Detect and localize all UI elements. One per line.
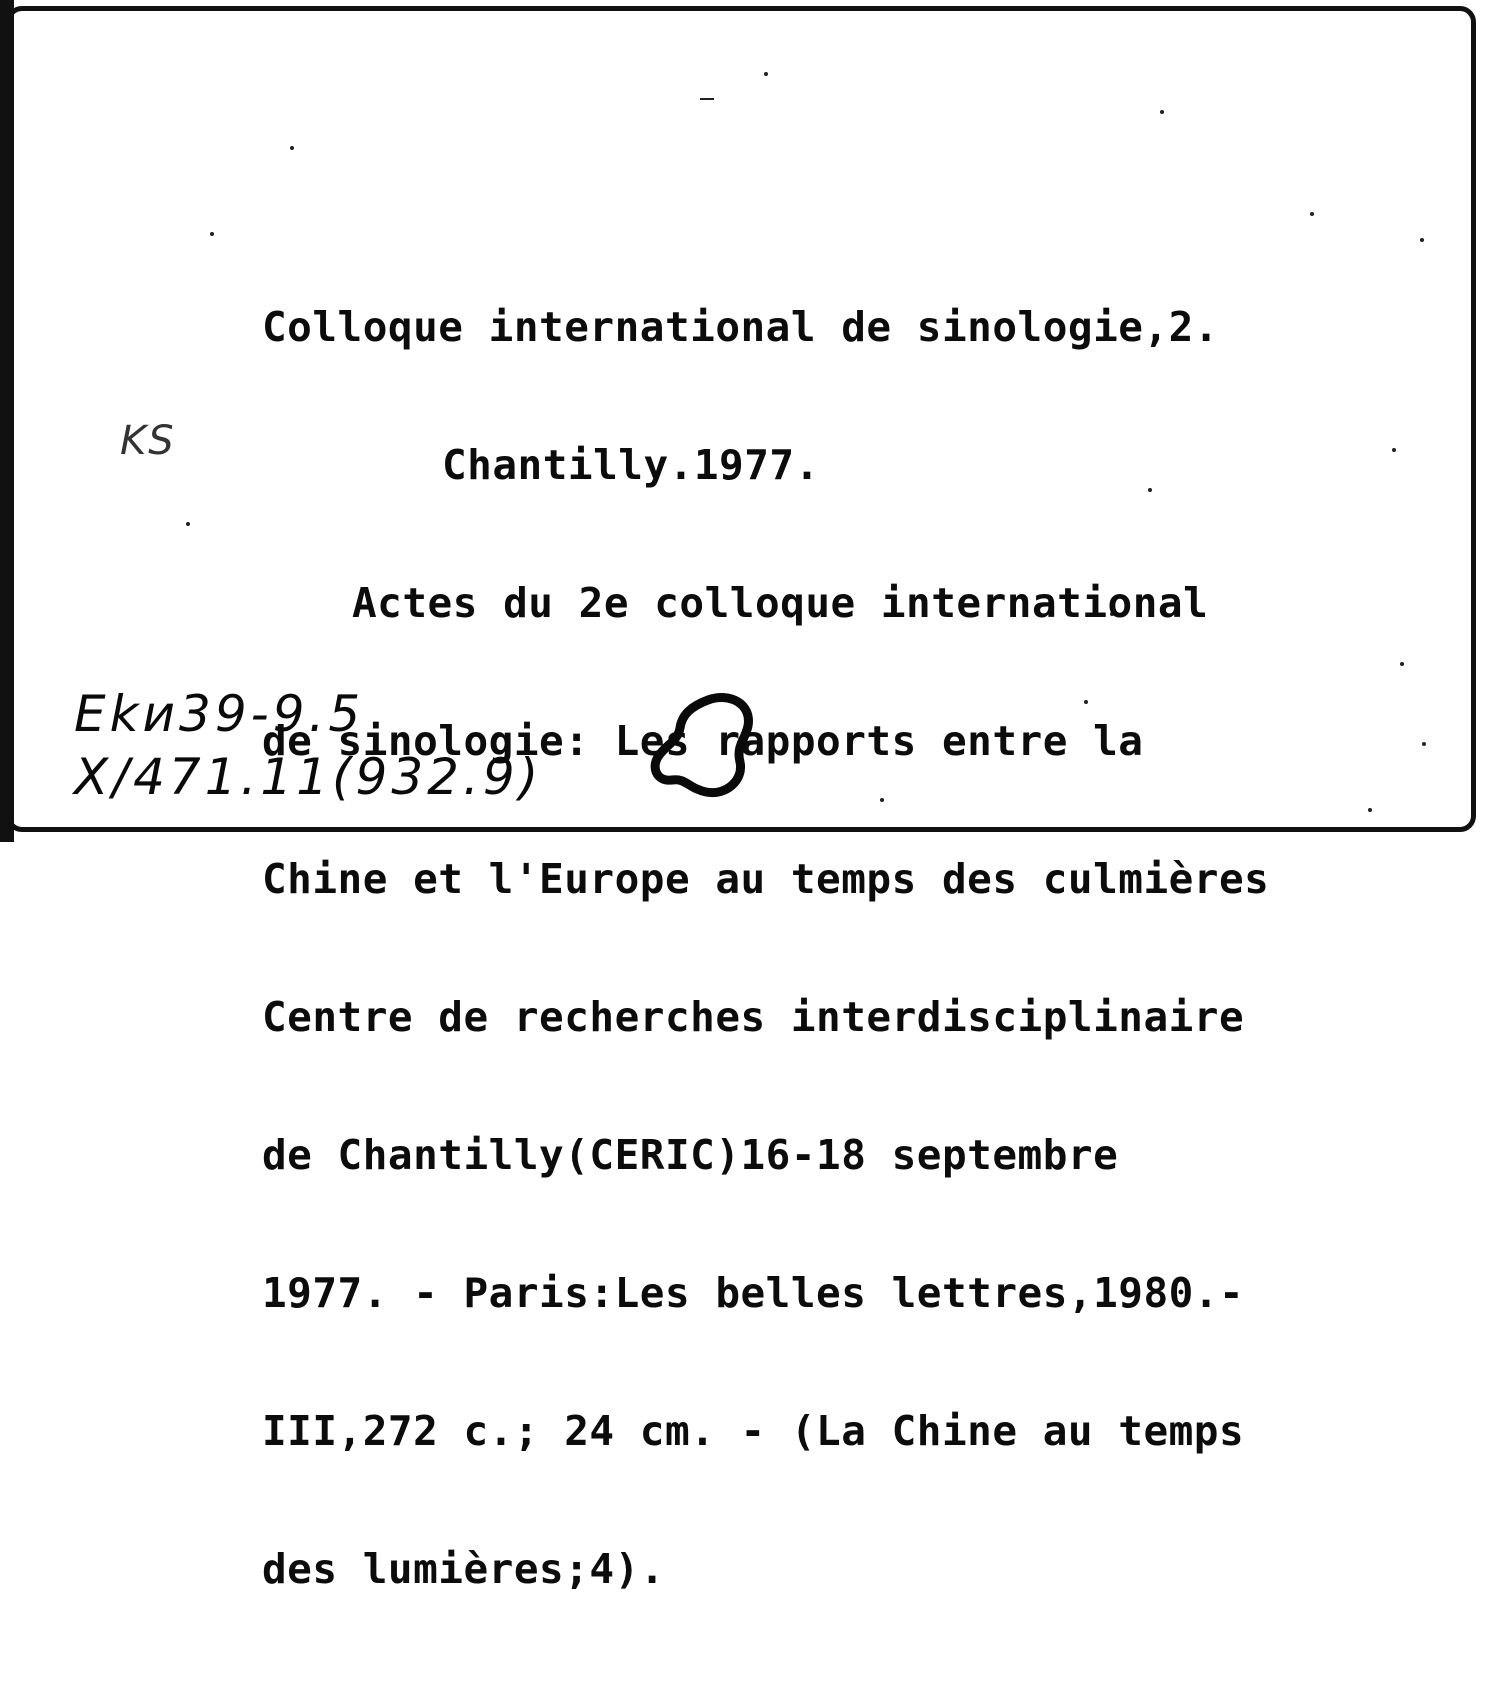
handwritten-shelfmark-line2: X/471.11(932.9) — [74, 748, 543, 806]
ink-loop-mark-icon — [648, 688, 763, 803]
entry-body-line: de Chantilly(CERIC)16-18 septembre — [262, 1131, 1119, 1179]
handwritten-shelfmark-line1: Ekи39-9.5 — [74, 685, 365, 743]
margin-mark: KS — [120, 418, 176, 464]
entry-body-line: Actes du 2e colloque international — [352, 579, 1209, 627]
entry-body-line: Chine et l'Europe au temps des culmières — [262, 855, 1270, 903]
entry-heading-line2: Chantilly.1977. — [442, 441, 820, 489]
entry-body-line: de sinologie: Les rapports entre la — [262, 717, 1144, 765]
entry-body-line: III,272 c.; 24 cm. - (La Chine au temps — [262, 1407, 1245, 1455]
catalog-entry-text — [262, 212, 1269, 1684]
entry-body-line: Centre de recherches interdisciplinaire — [262, 993, 1245, 1041]
entry-heading-line1: Colloque international de sinologie,2. — [262, 303, 1219, 351]
entry-body-line: des lumières;4). — [262, 1545, 665, 1593]
entry-body-line: 1977. - Paris:Les belles lettres,1980.- — [262, 1269, 1245, 1317]
